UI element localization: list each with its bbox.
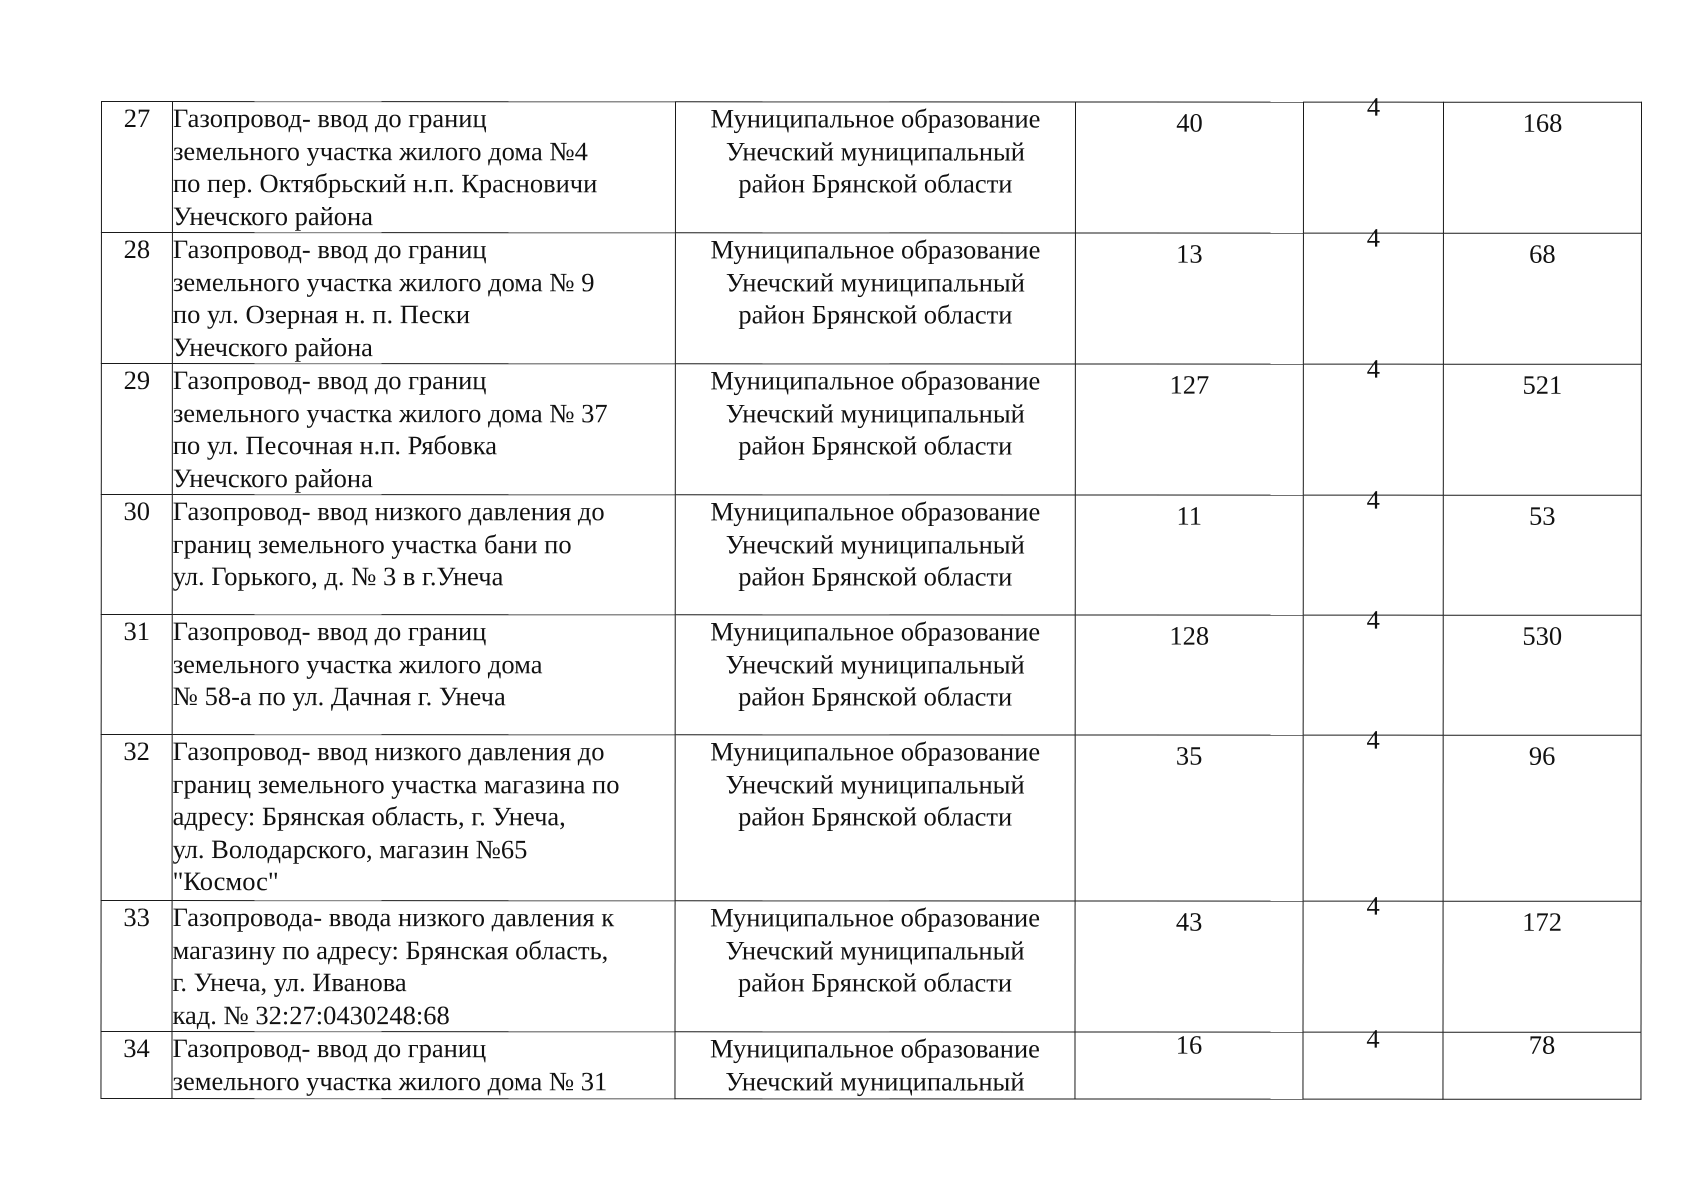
diameter-value: 4 (1366, 890, 1380, 921)
value-cell (1443, 615, 1641, 735)
length-value: 16 (1175, 1029, 1203, 1060)
diameter-cell (1303, 604, 1443, 735)
value-cell (1443, 1029, 1641, 1099)
owner-name: Муниципальное образование Унечский муниципальный район Брянской области (675, 615, 1075, 735)
object-name: Газопровода- ввода низкого давления к магазину по адресу: Брянская область, г. Унеча, ул. Иванова кад. № 32:27:0430248:68 (172, 901, 675, 1032)
diameter-value: 4 (1366, 222, 1381, 253)
value-amount: 53 (1529, 500, 1556, 531)
value-amount: 96 (1528, 740, 1556, 771)
owner-name: Муниципальное образование Унечский муниципальный район Брянской области (675, 735, 1075, 901)
length-cell (1075, 364, 1303, 495)
value-cell (1443, 495, 1641, 615)
length-cell (1075, 495, 1303, 615)
table-row (101, 615, 1641, 736)
diameter-cell (1303, 222, 1443, 364)
diameter-cell (1303, 484, 1443, 615)
length-value: 43 (1175, 906, 1203, 937)
length-value: 40 (1176, 107, 1203, 138)
length-cell (1075, 102, 1303, 233)
table-row (101, 233, 1641, 365)
owner-name: Муниципальное образование Унечский муниципальный район Брянской области (675, 495, 1075, 615)
length-value: 13 (1176, 238, 1203, 269)
owner-name: Муниципальное образование Унечский муниципальный район Брянской области (675, 233, 1075, 364)
object-name: Газопровод- ввод до границ земельного участка жилого дома №4 по пер. Октябрьский н.п. Красновичи Унечского района (172, 102, 675, 233)
diameter-value: 4 (1366, 91, 1381, 122)
object-name: Газопровод- ввод низкого давления до границ земельного участка магазина по адресу: Брянская область, г. Унеча, ул. Володарского, магазин №65 "Космос" (172, 735, 675, 901)
object-name: Газопровод- ввод до границ земельного участка жилого дома № 37 по ул. Песочная н.п. Рябовка Унечского района (172, 364, 675, 495)
value-amount: 521 (1522, 369, 1563, 400)
table-row (101, 495, 1641, 616)
owner-name: Муниципальное образование Унечский муниципальный район Брянской области (675, 102, 1075, 233)
length-cell (1075, 1029, 1303, 1099)
value-amount: 168 (1522, 107, 1563, 138)
object-name: Газопровод- ввод до границ земельного участка жилого дома № 58-а по ул. Дачная г. Унеча (172, 615, 675, 735)
value-amount: 530 (1522, 620, 1563, 651)
table-row (101, 102, 1641, 234)
row-number: 27 (101, 102, 172, 233)
row-number: 34 (101, 1032, 172, 1099)
diameter-cell (1303, 1023, 1443, 1099)
row-number: 30 (101, 495, 172, 615)
object-name: Газопровод- ввод до границ земельного участка жилого дома № 9 по ул. Озерная н. п. Пески Унечского района (172, 233, 675, 364)
value-cell (1443, 364, 1641, 495)
length-value: 127 (1169, 369, 1210, 400)
row-number: 31 (101, 615, 172, 735)
diameter-value: 4 (1366, 1023, 1380, 1054)
length-cell (1075, 735, 1303, 901)
table-row (101, 1032, 1641, 1100)
object-name: Газопровод- ввод до границ земельного участка жилого дома № 31 (172, 1032, 675, 1099)
owner-name: Муниципальное образование Унечский муниципальный (675, 1032, 1075, 1099)
row-number: 32 (101, 735, 172, 901)
table-row (101, 901, 1641, 1033)
value-cell (1443, 233, 1641, 364)
diameter-cell (1303, 724, 1443, 901)
owner-name: Муниципальное образование Унечский муниципальный район Брянской области (675, 364, 1075, 495)
value-cell (1443, 735, 1641, 901)
length-cell (1075, 233, 1303, 364)
object-name: Газопровод- ввод низкого давления до границ земельного участка бани по ул. Горького, д. № 3 в г.Унеча (172, 495, 675, 615)
length-value: 11 (1176, 500, 1203, 531)
owner-name: Муниципальное образование Унечский муниципальный район Брянской области (675, 901, 1075, 1032)
diameter-cell (1303, 91, 1443, 233)
length-cell (1075, 615, 1303, 735)
row-number: 28 (101, 233, 172, 364)
length-cell (1075, 901, 1303, 1032)
diameter-value: 4 (1366, 353, 1380, 384)
length-value: 128 (1169, 620, 1210, 651)
value-amount: 68 (1529, 238, 1556, 269)
gas-pipeline-registry-table (100, 91, 1642, 1100)
value-cell (1443, 102, 1641, 233)
diameter-value: 4 (1366, 484, 1380, 515)
value-cell (1443, 901, 1641, 1032)
table-row (101, 364, 1641, 496)
row-number: 29 (101, 364, 172, 495)
table-row (101, 735, 1641, 902)
row-number: 33 (101, 901, 172, 1032)
diameter-cell (1303, 353, 1443, 495)
value-amount: 172 (1522, 906, 1562, 937)
diameter-cell (1303, 890, 1443, 1032)
diameter-value: 4 (1366, 604, 1380, 635)
length-value: 35 (1175, 740, 1203, 771)
value-amount: 78 (1528, 1029, 1556, 1060)
diameter-value: 4 (1366, 724, 1380, 755)
